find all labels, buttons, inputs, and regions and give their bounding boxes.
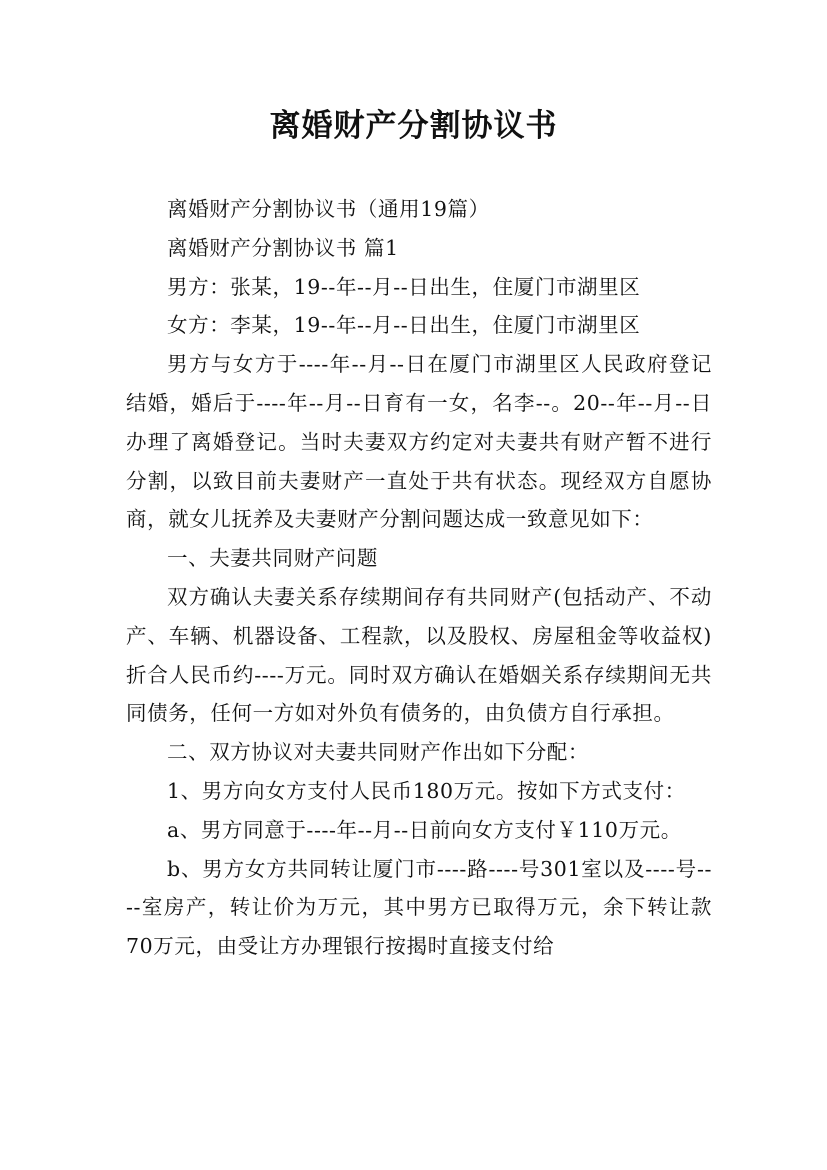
- document-body: [126, 190, 712, 966]
- paragraph-item-b: b、男方女方共同转让厦门市----路----号301室以及----号----室房产，转让价为万元，其中男方已取得万元，余下转让款70万元，由受让方办理银行按揭时直接支付给: [126, 856, 712, 959]
- paragraph-section-heading: 离婚财产分割协议书 篇1: [167, 235, 399, 260]
- paragraph-collection-title: 离婚财产分割协议书（通用19篇）: [167, 197, 490, 221]
- paragraph-item-1: 1、男方向女方支付人民币180万元。按如下方式支付：: [167, 778, 686, 803]
- paragraph-item-a: a、男方同意于----年--月--日前向女方支付￥110万元。: [167, 817, 682, 842]
- paragraph-heading-distribution: 二、双方协议对夫妻共同财产作出如下分配：: [167, 740, 589, 765]
- document-title: 离婚财产分割协议书: [269, 108, 558, 144]
- paragraph-heading-common-property: 一、夫妻共同财产问题: [167, 546, 378, 571]
- paragraph-background: 男方与女方于----年--月--日在厦门市湖里区人民政府登记结婚，婚后于----年--月--日育有一女，名李--。20--年--月--日办理了离婚登记。当时夫妻双方约定对夫妻共有财产暂不进行分割，以致目前夫妻财产一直处于共有状态。现经双方自愿协商，就女儿抚养及夫妻财产分割问题达成一致意见如下：: [126, 352, 712, 532]
- paragraph-female-party: 女方：李某，19--年--月--日出生，住厦门市湖里区: [167, 313, 641, 338]
- paragraph-male-party: 男方：张某，19--年--月--日出生，住厦门市湖里区: [167, 274, 641, 299]
- paragraph-property-confirmation: 双方确认夫妻关系存续期间存有共同财产(包括动产、不动产、车辆、机器设备、工程款，以及股权、房屋租金等收益权)折合人民币约----万元。同时双方确认在婚姻关系存续期间无共同债务，任何一方如对外负有债务的，由负债方自行承担。: [126, 584, 712, 726]
